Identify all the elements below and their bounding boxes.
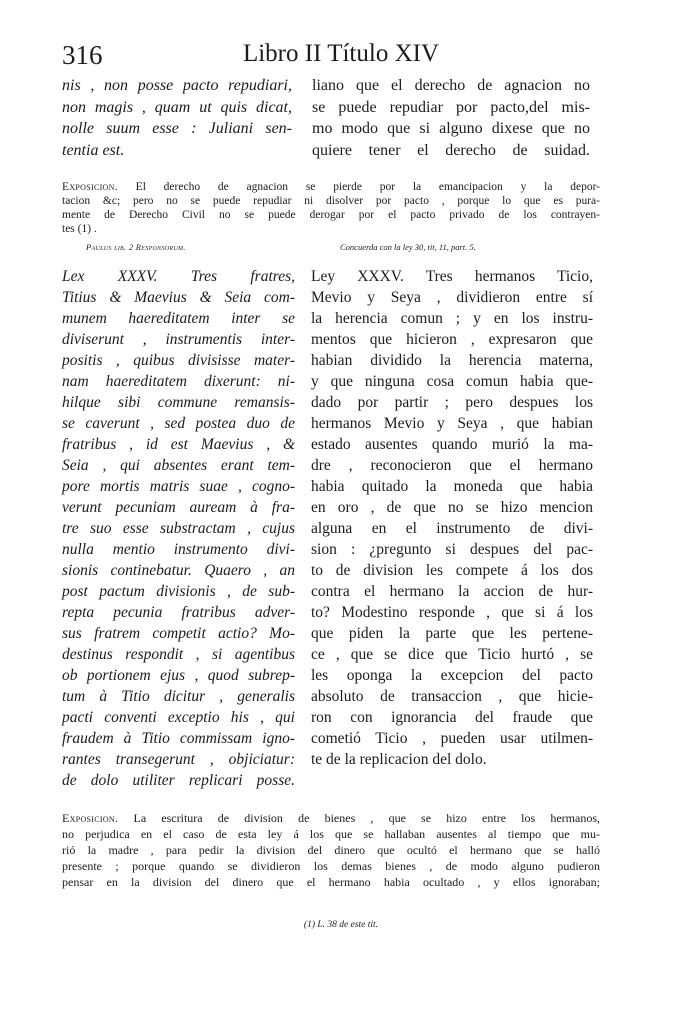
text-line: Mevio y Seya , dividieron entre sí [311, 289, 593, 306]
text-line: hilque sibi commune remansis- [62, 394, 295, 411]
text-line: y que ninguna cosa comun habia que- [311, 373, 593, 390]
text-line: nolle suum esse : Juliani sen- [62, 120, 292, 137]
exposicion-block [62, 180, 600, 236]
text-line: hermanos Mevio y Seya , que habian [311, 415, 593, 432]
footnote: (1) L. 38 de este tit. [303, 920, 379, 930]
text-line: de dolo utiliter replicari posse. [62, 772, 295, 789]
text-line: habian dividido la herencia materna, [311, 352, 593, 369]
text-line: alguna en el instrumento de divi- [311, 520, 593, 537]
text-line: liano que el derecho de agnacion no [312, 77, 590, 94]
text-line: pacti conventi exceptio his , qui [62, 709, 295, 726]
text-line: to? Modestino responde , que si á los [311, 604, 593, 621]
text-line: El derecho de agnacion se pierde por la emancipacion y la depor- [135, 181, 600, 193]
text-line: se caverunt , sed postea duo de [62, 415, 295, 432]
text-line: pore mortis matris suae , cogno- [62, 478, 295, 495]
latin-continuation [62, 75, 292, 161]
latin-lex-text [62, 266, 295, 791]
text-line: que piden la parte que les pertene- [311, 625, 593, 642]
text-line: no perjudica en el caso de esta ley á los que se hallaban ausentes al tiempo que mu- [62, 827, 600, 841]
text-line: tacion &c; pero no se puede repudiar ni disolver por pacto , porque lo que es pura- [62, 195, 600, 207]
text-line: en oro , de que no se hizo mencion [311, 499, 593, 516]
text-line: destinus respondit , si agentibus [62, 646, 295, 663]
concordance-citation: Concuerda con la ley 30, tit, 11, part. 5. [340, 242, 476, 252]
text-line: Lex XXXV. Tres fratres, [62, 268, 295, 285]
text-line: tentia est. [62, 141, 125, 159]
text-line: to de division les compete á los dos [311, 562, 593, 579]
text-line: pensar en la division del dinero que el hermano habia ocultado , y ellos ignoraban; [62, 875, 600, 889]
text-line: non magis , quam ut quis dicat, [62, 98, 292, 116]
text-line: fratribus , id est Maevius , & [62, 436, 295, 453]
text-line: repta pecunia fratribus adver- [62, 604, 295, 621]
page-number: 316 [62, 40, 103, 70]
exposicion-block [62, 810, 600, 890]
text-line: dre , reconocieron que el hermano [311, 457, 593, 474]
text-line: la herencia comun ; y en los instru- [311, 310, 593, 327]
text-line: habia quitado la moneda que habia [311, 478, 593, 495]
text-line: mentos que hicieron , expresaron que [311, 331, 593, 348]
text-line: Seia , qui absentes erant tem- [62, 457, 295, 474]
text-line: presente ; porque quando se dividieron los demas bienes , de modo alguno pudieron [62, 859, 600, 873]
text-line: tum à Titio dicitur , generalis [62, 688, 295, 705]
page-header [0, 40, 682, 74]
text-line: sion : ¿pregunto si despues del pac- [311, 541, 593, 558]
text-line: tes (1) . [62, 223, 97, 235]
text-line: ce , que se dice que Ticio hurtó , se [311, 646, 593, 663]
text-line: se puede repudiar por pacto,del mis- [312, 98, 590, 116]
text-line: contra el hermano la accion de hur- [311, 583, 593, 600]
text-line: te de la replicacion del dolo. [311, 751, 487, 768]
text-line: quiere tener el derecho de suidad. [312, 141, 590, 159]
source-citation: Paulus lib. 2 Responsorum. [86, 242, 186, 252]
text-line: mente de Derecho Civil no se puede derogar por el pacto privado de los contrayen- [62, 209, 600, 221]
text-line: Titius & Maevius & Seia com- [62, 289, 295, 306]
text-line: cometió Ticio , pueden usar utilmen- [311, 730, 593, 747]
spanish-ley-text [311, 266, 593, 770]
text-line: ob portionem ejus , quod subrep- [62, 667, 295, 684]
text-line: positis , quibus divisisse mater- [62, 352, 295, 369]
text-line: munem haereditatem inter se [62, 310, 295, 327]
text-line: les oponga la excepcion del pacto [311, 667, 593, 684]
text-line: estado ausentes quando murió la ma- [311, 436, 593, 453]
text-line: verunt pecuniam auream à fra- [62, 499, 295, 516]
text-line: sus fratrem competit actio? Mo- [62, 625, 295, 642]
text-line: dado por partir ; pero despues los [311, 394, 593, 411]
text-line: diviserunt , instrumentis inter- [62, 331, 295, 348]
running-title: Libro II Título XIV [242, 40, 440, 67]
text-line: nis , non posse pacto repudiari, [62, 77, 292, 94]
text-line: post pactum divisionis , de sub- [62, 583, 295, 600]
text-line: rantes transegerunt , objiciatur: [62, 751, 295, 768]
exposicion-label: Exposicion. [62, 181, 118, 193]
text-line: ron con ignorancia del fraude que [311, 709, 593, 726]
text-line: nam haereditatem dixerunt: ni- [62, 373, 295, 390]
text-line: nulla mentio instrumento divi- [62, 541, 295, 558]
text-line: mo modo que si alguno dixese que no [312, 120, 590, 137]
text-line: tre suo esse substractam , cujus [62, 520, 295, 537]
spanish-continuation [312, 75, 590, 161]
text-line: rió la madre , para pedir la division del dinero que ocultó el hermano que se halló [62, 843, 600, 857]
text-line: absoluto de transaccion , que hicie- [311, 688, 593, 705]
text-line: sionis continebatur. Quaero , an [62, 562, 295, 579]
text-line: fraudem à Titio commissam igno- [62, 730, 295, 747]
text-line: Ley XXXV. Tres hermanos Ticio, [311, 268, 593, 285]
exposicion-label: Exposicion. [62, 811, 119, 825]
text-line: La escritura de division de bienes , que se hizo entre los hermanos, [133, 811, 600, 825]
